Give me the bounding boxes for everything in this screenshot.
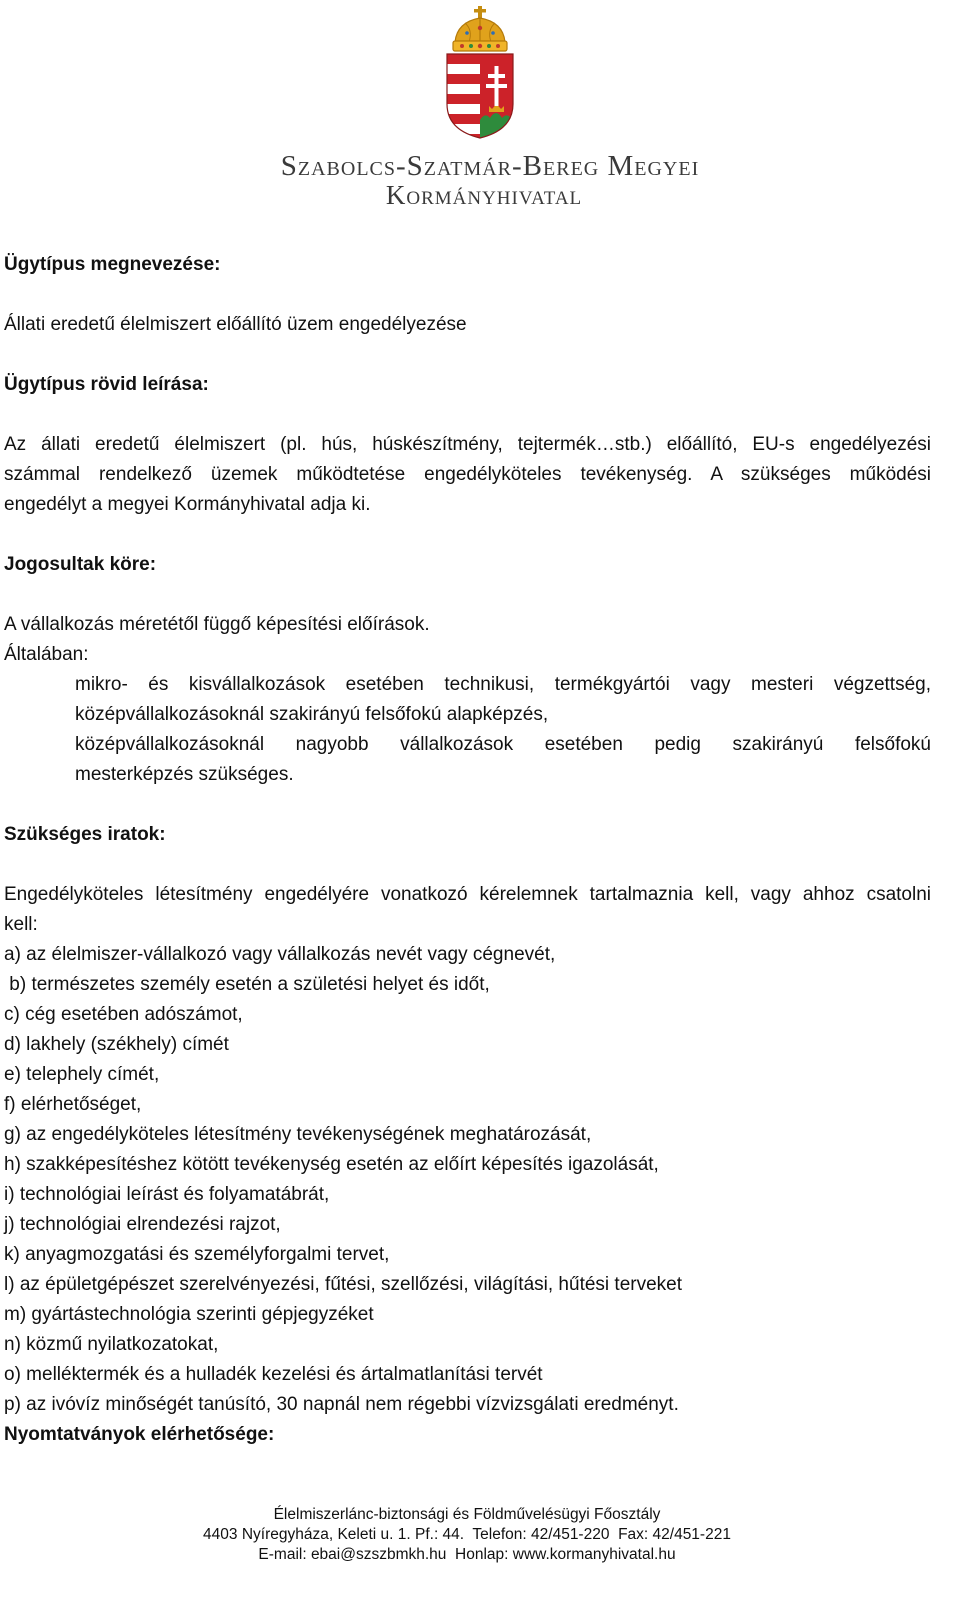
forms-heading: Nyomtatványok elérhetősége: bbox=[4, 1424, 275, 1445]
case-type-heading: Ügytípus megnevezése: bbox=[4, 254, 221, 275]
spacer bbox=[4, 400, 931, 430]
org-name-line2: Kormányhivatal bbox=[385, 180, 583, 210]
requirement-line: középvállalkozásoknál szakirányú felsőfokú alapképzés, bbox=[75, 704, 549, 725]
eligible-heading: Jogosultak köre: bbox=[4, 554, 157, 575]
docs-list-item: e) telephely címét, bbox=[4, 1064, 160, 1085]
docs-list-item: m) gyártástechnológia szerinti gépjegyzéket bbox=[4, 1304, 374, 1325]
docs-list-item: k) anyagmozgatási és személyforgalmi tervet, bbox=[4, 1244, 390, 1265]
document-body bbox=[4, 250, 931, 1450]
docs-list-item: f) elérhetőséget, bbox=[4, 1094, 142, 1115]
docs-list-item: l) az épületgépészet szerelvényezési, fűtési, szellőzési, világítási, hűtési terveket bbox=[4, 1274, 682, 1295]
short-desc-line: számmal rendelkező üzemek működtetése engedélyköteles tevékenység. A szükséges működési bbox=[4, 464, 931, 485]
page-footer bbox=[0, 1505, 934, 1565]
docs-list-item: o) melléktermék és a hulladék kezelési és ártalmatlanítási tervét bbox=[4, 1364, 543, 1385]
hungarian-coat-of-arms-icon bbox=[443, 4, 517, 140]
letterhead bbox=[0, 0, 960, 215]
spacer bbox=[4, 280, 931, 310]
requirement-line: mikro- és kisvállalkozások esetében technikusi, termékgyártói vagy mesteri végzettség, bbox=[75, 674, 931, 695]
docs-list-item: h) szakképesítéshez kötött tevékenység esetén az előírt képesítés igazolását, bbox=[4, 1154, 659, 1175]
org-name-line1: Szabolcs-Szatmár-Bereg Megyei bbox=[280, 150, 700, 182]
docs-list-item: c) cég esetében adószámot, bbox=[4, 1004, 243, 1025]
docs-list-item: a) az élelmiszer-vállalkozó vagy vállalkozás nevét vagy cégnevét, bbox=[4, 944, 556, 965]
docs-heading: Szükséges iratok: bbox=[4, 824, 166, 845]
eligible-line: A vállalkozás méretétől függő képesítési előírások. bbox=[4, 614, 430, 635]
requirement-line: középvállalkozásoknál nagyobb vállalkozások esetében pedig szakirányú felsőfokú bbox=[75, 734, 931, 755]
docs-intro-line: kell: bbox=[4, 914, 38, 935]
docs-list-item: d) lakhely (székhely) címét bbox=[4, 1034, 229, 1055]
docs-list-item: i) technológiai leírást és folyamatábrát, bbox=[4, 1184, 330, 1205]
docs-list-item: j) technológiai elrendezési rajzot, bbox=[4, 1214, 281, 1235]
docs-list-item: g) az engedélyköteles létesítmény tevékenységének meghatározását, bbox=[4, 1124, 592, 1145]
spacer bbox=[4, 850, 931, 880]
docs-intro-line: Engedélyköteles létesítmény engedélyére vonatkozó kérelemnek tartalmaznia kell, vagy ahhoz csatolni bbox=[4, 884, 931, 905]
eligible-line: Általában: bbox=[4, 644, 89, 665]
short-desc-heading: Ügytípus rövid leírása: bbox=[4, 374, 209, 395]
short-desc-line: engedélyt a megyei Kormányhivatal adja ki. bbox=[4, 494, 371, 515]
footer-department: Élelmiszerlánc-biztonsági és Földművelésügyi Főosztály bbox=[273, 1506, 661, 1523]
spacer bbox=[4, 790, 931, 820]
eligible-requirements bbox=[75, 670, 931, 790]
footer-address: 4403 Nyíregyháza, Keleti u. 1. Pf.: 44. Telefon: 42/451-220 Fax: 42/451-221 bbox=[203, 1526, 731, 1543]
docs-list-item: n) közmű nyilatkozatokat, bbox=[4, 1334, 219, 1355]
docs-list-item: p) az ivóvíz minőségét tanúsító, 30 napnál nem régebbi vízvizsgálati eredményt. bbox=[4, 1394, 679, 1415]
spacer bbox=[4, 580, 931, 610]
requirement-line: mesterképzés szükséges. bbox=[75, 764, 294, 785]
spacer bbox=[4, 340, 931, 370]
docs-list bbox=[4, 940, 931, 1420]
docs-list-item: b) természetes személy esetén a születési helyet és időt, bbox=[4, 974, 490, 995]
spacer bbox=[4, 520, 931, 550]
short-desc-line: Az állati eredetű élelmiszert (pl. hús, húskészítmény, tejtermék…stb.) előállító, EU-s engedélyezési bbox=[4, 434, 931, 455]
case-type-value: Állati eredetű élelmiszert előállító üzem engedélyezése bbox=[4, 314, 467, 335]
footer-contact: E-mail: ebai@szszbmkh.hu Honlap: www.kormanyhivatal.hu bbox=[258, 1546, 676, 1563]
